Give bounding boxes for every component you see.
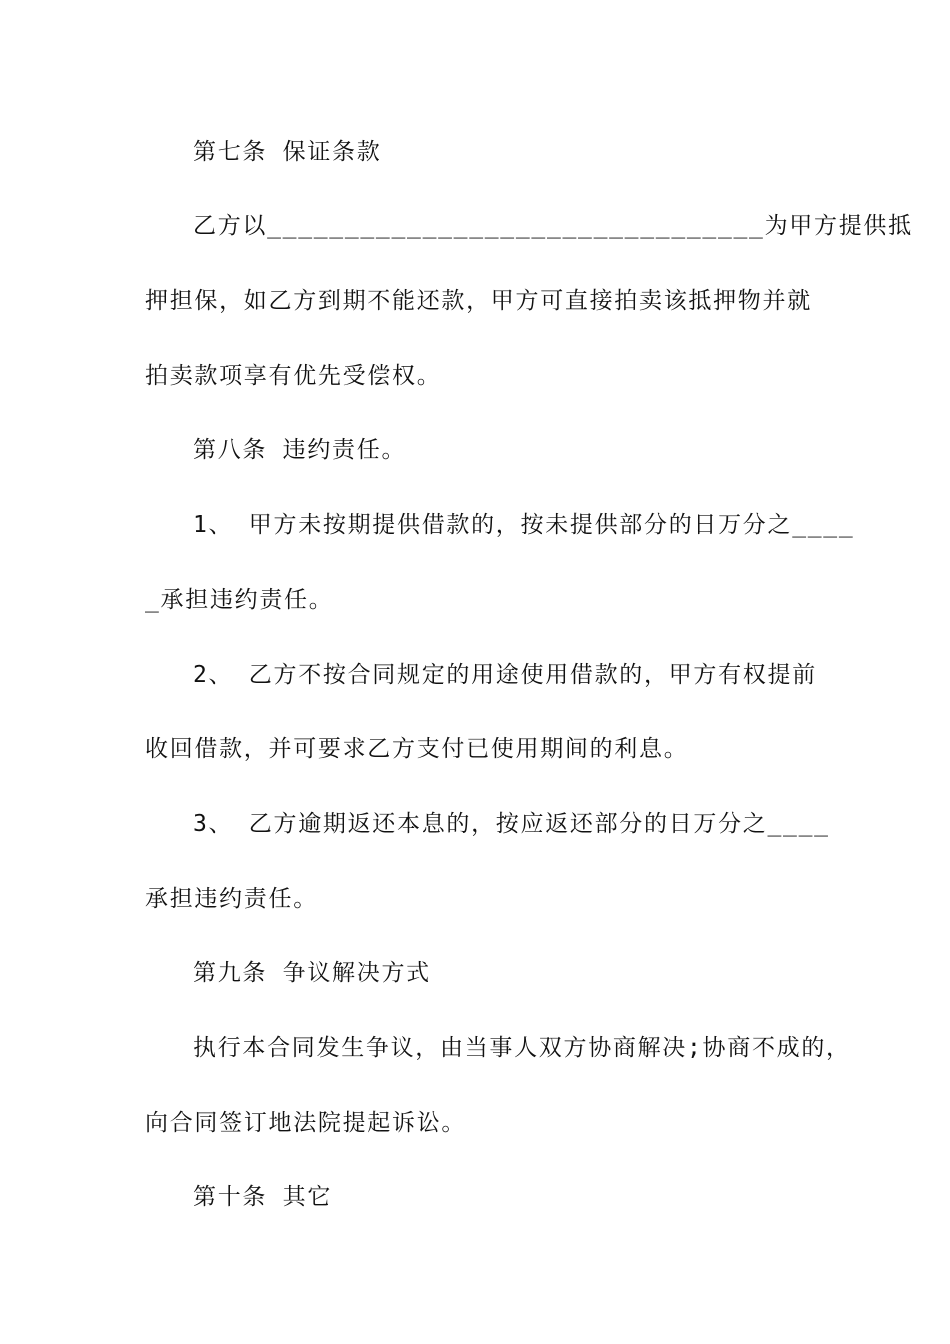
article-7-text-line-3: 拍卖款项享有优先受偿权。 [145, 363, 442, 389]
article-8-item-2-line-1: 2、 乙方不按合同规定的用途使用借款的，甲方有权提前 [193, 662, 817, 688]
article-8-item-1-line-1: 1、 甲方未按期提供借款的，按未提供部分的日万分之____ [193, 512, 855, 538]
article-9-text-line-2: 向合同签订地法院提起诉讼。 [145, 1110, 467, 1136]
article-8-heading: 第八条 违约责任。 [193, 437, 407, 463]
article-8-item-3-line-1: 3、 乙方逾期返还本息的，按应返还部分的日万分之____ [193, 811, 830, 837]
article-7-text-line-1: 乙方以________________________________为甲方提供抵 [193, 213, 913, 239]
article-7-text-line-2: 押担保，如乙方到期不能还款，甲方可直接拍卖该抵押物并就 [145, 288, 812, 314]
article-9-text-line-1: 执行本合同发生争议，由当事人双方协商解决;协商不成的， [193, 1035, 851, 1061]
article-9-heading: 第九条 争议解决方式 [193, 960, 431, 986]
article-8-item-3-line-2: 承担违约责任。 [145, 886, 318, 912]
article-8-item-2-line-2: 收回借款，并可要求乙方支付已使用期间的利息。 [145, 736, 689, 762]
article-10-heading: 第十条 其它 [193, 1184, 333, 1210]
article-8-item-1-line-2: _承担违约责任。 [145, 587, 334, 613]
article-7-heading: 第七条 保证条款 [193, 139, 382, 165]
